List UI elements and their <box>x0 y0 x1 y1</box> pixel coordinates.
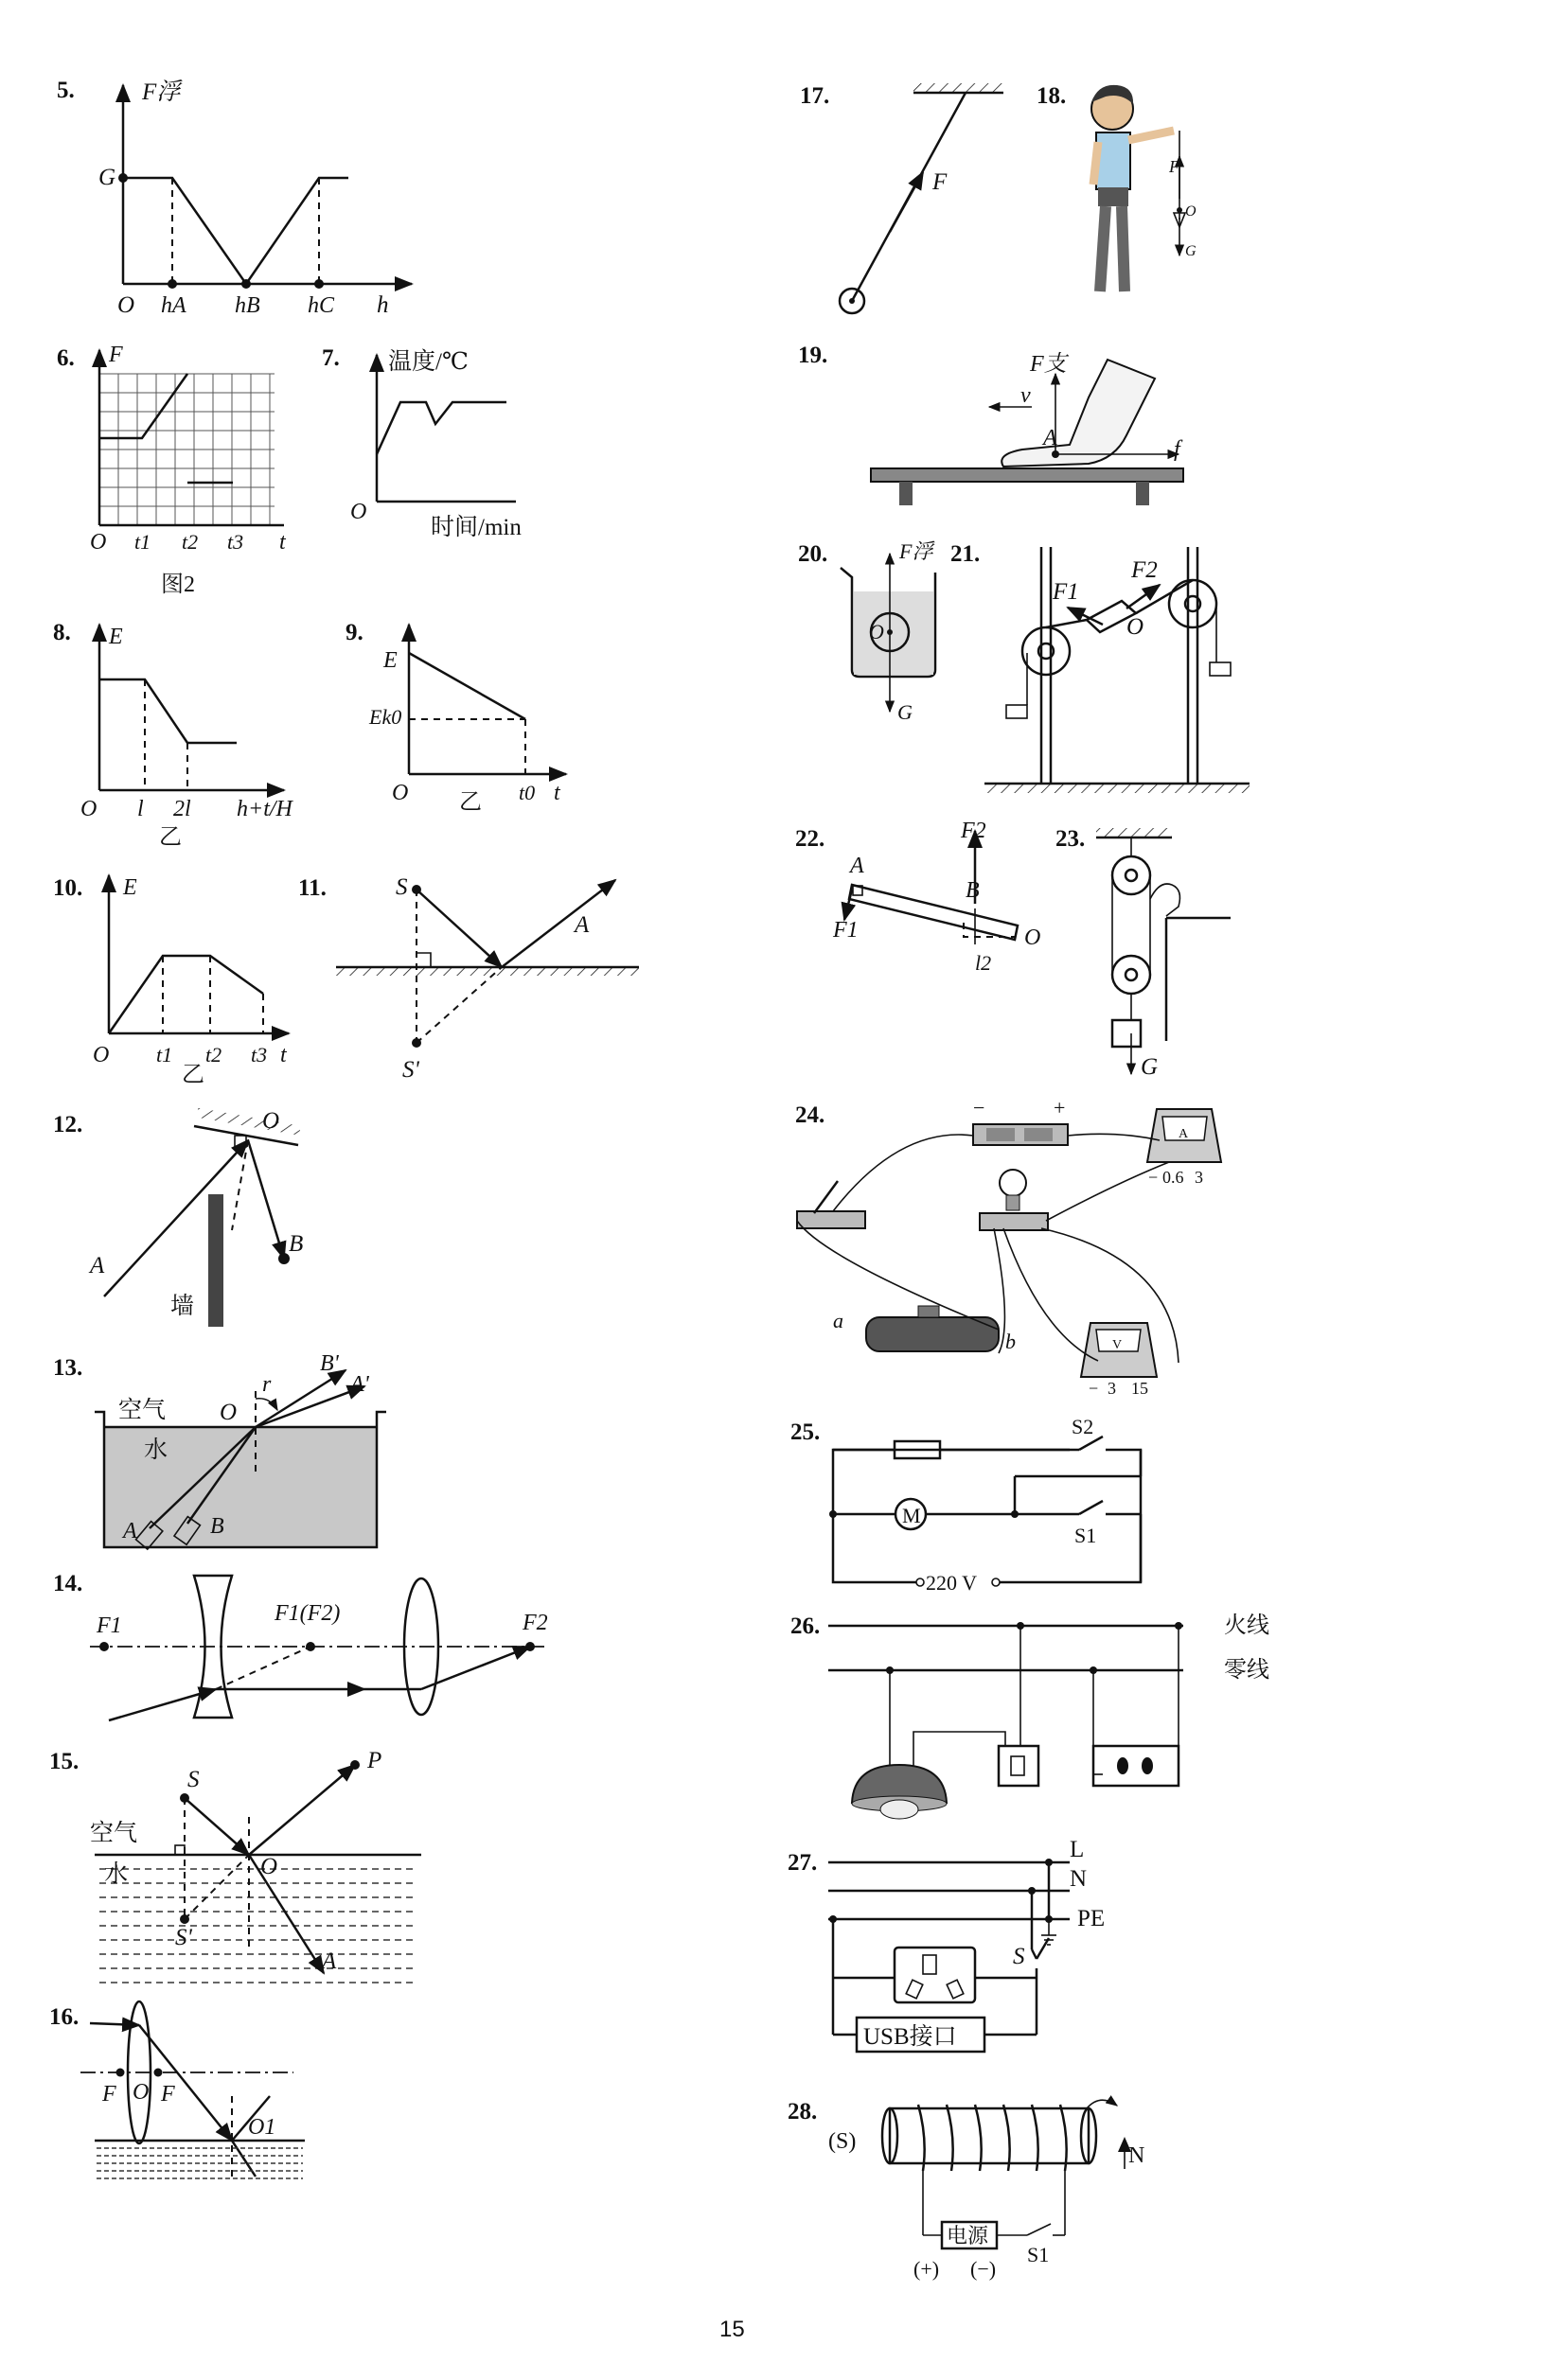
fig6-label-t: t <box>279 530 286 555</box>
figure-25 <box>829 1415 1141 1595</box>
figure-26 <box>828 1613 1269 1819</box>
fig20-label-g: G <box>897 700 913 724</box>
fig22-label-a: A <box>850 854 864 878</box>
fig24-ammeter-0-6: 0.6 <box>1162 1168 1184 1187</box>
problem-26-number: 26. <box>790 1613 821 1639</box>
problem-23-number: 23. <box>1055 826 1086 852</box>
fig24-label-battery-plus: + <box>1054 1096 1066 1119</box>
fig9-label-e: E <box>383 648 398 673</box>
fig15-label-s-image: S' <box>175 1925 192 1950</box>
fig13-label-b-prime: B' <box>320 1351 339 1376</box>
figure-8 <box>80 625 294 850</box>
problem-19-number: 19. <box>798 343 828 368</box>
fig24-label-battery-minus: − <box>973 1096 985 1119</box>
fig13-label-a-prime: A' <box>350 1372 369 1397</box>
fig24-ammeter-label: A <box>1179 1127 1189 1141</box>
fig6-label-t2: t2 <box>182 530 199 554</box>
fig11-label-s: S <box>396 874 408 900</box>
fig13-label-air: 空气 <box>118 1398 167 1423</box>
fig26-label-live-wire: 火线 <box>1224 1613 1269 1638</box>
fig8-label-axis: h+t/H <box>237 797 292 821</box>
fig16-label-f-right: F <box>161 2082 175 2107</box>
fig7-label-o: O <box>350 500 367 524</box>
problem-28-number: 28. <box>788 2099 818 2124</box>
fig27-label-usb: USB接口 <box>863 2024 957 2050</box>
fig11-label-s-image: S' <box>402 1057 419 1083</box>
fig22-label-l2: l2 <box>975 951 992 975</box>
fig28-label-n: N <box>1128 2143 1145 2168</box>
fig24-label-a: a <box>833 1309 843 1332</box>
fig5-label-ha: hA <box>161 293 186 318</box>
fig24-voltmeter-minus: − <box>1089 1379 1099 1398</box>
problem-7-number: 7. <box>322 345 340 371</box>
figure-21 <box>984 547 1250 793</box>
problem-27-number: 27. <box>788 1850 818 1876</box>
fig13-label-a: A <box>123 1519 137 1543</box>
fig12-label-a: A <box>90 1253 105 1278</box>
figure-15 <box>90 1748 421 1983</box>
fig22-label-f2: F2 <box>961 819 986 843</box>
fig21-label-f2: F2 <box>1131 557 1158 583</box>
fig25-label-s1: S1 <box>1074 1524 1097 1547</box>
problem-15-number: 15. <box>49 1749 80 1774</box>
fig28-label-minus: (−) <box>970 2257 997 2281</box>
fig13-label-r: r <box>262 1372 272 1397</box>
fig27-label-pe: PE <box>1077 1906 1106 1931</box>
fig9-label-t: t <box>554 781 560 805</box>
figure-16 <box>80 2001 305 2178</box>
fig8-caption: 乙 <box>159 825 182 850</box>
fig8-label-o: O <box>80 797 98 821</box>
fig24-ammeter-3: 3 <box>1195 1168 1203 1187</box>
problem-5-number: 5. <box>57 78 75 103</box>
figure-11 <box>336 874 639 1083</box>
fig15-label-a: A <box>322 1948 337 1974</box>
figure-14 <box>90 1576 549 1720</box>
fig10-label-t1: t1 <box>156 1043 173 1067</box>
problem-6-number: 6. <box>57 345 75 371</box>
fig18-label-g: G <box>1185 243 1197 259</box>
figure-7 <box>350 348 522 540</box>
problem-13-number: 13. <box>53 1355 83 1381</box>
problem-9-number: 9. <box>346 620 363 645</box>
fig28-label-s1: S1 <box>1027 2243 1050 2266</box>
fig15-label-air: 空气 <box>90 1821 138 1846</box>
problem-16-number: 16. <box>49 2004 80 2030</box>
fig10-label-t2: t2 <box>205 1043 222 1067</box>
fig14-label-f2: F2 <box>523 1611 548 1635</box>
fig19-label-f-support: F支 <box>1030 352 1067 377</box>
fig5-label-f-buoyancy: F浮 <box>142 79 181 105</box>
problem-11-number: 11. <box>298 875 327 901</box>
fig12-label-wall: 墙 <box>170 1294 195 1319</box>
problem-8-number: 8. <box>53 620 71 645</box>
problem-17-number: 17. <box>800 83 830 109</box>
fig28-label-plus: (+) <box>913 2257 940 2281</box>
fig27-label-n: N <box>1070 1866 1088 1892</box>
fig13-label-b: B <box>210 1514 224 1539</box>
fig7-label-time: 时间/min <box>431 515 522 540</box>
figure-17 <box>840 83 1003 313</box>
fig15-label-o: O <box>260 1854 278 1879</box>
figure-27 <box>828 1837 1105 2052</box>
fig12-label-o: O <box>262 1108 280 1134</box>
fig15-label-p: P <box>367 1748 382 1773</box>
problem-10-number: 10. <box>53 875 83 901</box>
fig14-label-f1-f2: F1(F2) <box>275 1601 341 1626</box>
fig18-label-f: F <box>1169 157 1179 176</box>
fig25-label-s2: S2 <box>1072 1415 1094 1438</box>
fig20-label-o: O <box>869 620 884 643</box>
figure-19 <box>871 351 1183 505</box>
figure-20 <box>841 539 935 724</box>
fig19-label-v: v <box>1020 383 1031 408</box>
fig8-label-e: E <box>109 625 123 649</box>
fig24-voltmeter-3: 3 <box>1108 1379 1116 1398</box>
fig8-label-l: l <box>137 797 144 821</box>
fig10-caption: 乙 <box>182 1063 204 1087</box>
fig15-label-s: S <box>187 1767 200 1792</box>
fig6-label-t1: t1 <box>134 530 151 554</box>
fig16-label-o: O <box>133 2080 150 2105</box>
fig6-label-t3: t3 <box>227 530 244 554</box>
problem-14-number: 14. <box>53 1571 83 1596</box>
figure-12 <box>88 1108 303 1327</box>
fig9-label-ek0: Ek0 <box>369 705 402 729</box>
problem-20-number: 20. <box>798 541 828 567</box>
fig10-label-t: t <box>280 1043 287 1067</box>
fig5-label-o: O <box>117 292 135 318</box>
fig13-label-o: O <box>220 1400 238 1425</box>
figure-9 <box>368 625 566 815</box>
figure-28 <box>828 2100 1144 2281</box>
problem-18-number: 18. <box>1037 83 1067 109</box>
fig6-label-f: F <box>109 343 123 367</box>
fig21-label-f1: F1 <box>1053 579 1079 605</box>
fig14-label-f1-left: F1 <box>97 1613 122 1638</box>
fig22-label-b: B <box>966 878 980 903</box>
fig24-ammeter-minus: − <box>1148 1168 1159 1187</box>
fig6-label-o: O <box>90 530 107 555</box>
fig20-label-f-buoyancy: F浮 <box>899 539 933 563</box>
fig28-label-power-source: 电源 <box>947 2224 989 2248</box>
figure-24 <box>797 1096 1221 1398</box>
fig27-label-s: S <box>1013 1944 1025 1969</box>
fig9-caption: 乙 <box>459 790 482 815</box>
fig7-label-temperature: 温度/℃ <box>388 349 469 375</box>
page-number: 15 <box>719 2317 745 2342</box>
fig16-label-o1: O1 <box>248 2115 276 2140</box>
fig24-voltmeter-15: 15 <box>1131 1379 1148 1398</box>
fig28-label-s: (S) <box>828 2129 857 2154</box>
fig13-label-water: 水 <box>144 1437 168 1463</box>
figure-5 <box>98 79 412 318</box>
fig25-motor-label: M <box>902 1504 921 1527</box>
figure-23 <box>1096 828 1231 1080</box>
fig24-voltmeter-label: V <box>1112 1338 1123 1352</box>
fig9-label-t0: t0 <box>519 781 536 804</box>
fig10-label-t3: t3 <box>251 1043 268 1067</box>
fig5-label-hc: hC <box>308 293 335 318</box>
fig15-label-water: 水 <box>104 1861 129 1887</box>
fig18-label-o: O <box>1185 203 1197 220</box>
fig11-label-a: A <box>575 912 590 938</box>
figure-18 <box>1091 85 1197 291</box>
fig27-label-l: L <box>1070 1837 1085 1862</box>
problem-21-number: 21. <box>950 541 981 567</box>
fig23-label-g: G <box>1141 1054 1159 1080</box>
fig10-label-e: E <box>123 875 137 900</box>
fig12-label-b: B <box>289 1231 304 1257</box>
fig10-label-o: O <box>93 1043 110 1067</box>
figure-13 <box>95 1351 386 1549</box>
fig22-label-o: O <box>1024 926 1041 950</box>
fig5-label-h: h <box>377 292 389 318</box>
fig16-label-f-left: F <box>102 2082 116 2107</box>
fig5-label-hb: hB <box>235 293 260 318</box>
problem-25-number: 25. <box>790 1419 821 1445</box>
fig6-caption: 图2 <box>161 573 195 597</box>
fig8-label-2l: 2l <box>173 797 191 821</box>
fig19-label-f: f <box>1174 437 1180 462</box>
figure-22 <box>832 819 1040 975</box>
figure-6 <box>90 343 287 597</box>
figure-10 <box>93 875 289 1087</box>
fig22-label-f1: F1 <box>833 918 859 943</box>
problem-24-number: 24. <box>795 1102 825 1128</box>
fig26-label-neutral-wire: 零线 <box>1224 1658 1269 1683</box>
fig5-label-g: G <box>98 165 116 190</box>
fig21-label-o: O <box>1126 614 1144 640</box>
problem-12-number: 12. <box>53 1112 83 1137</box>
fig17-label-f: F <box>932 169 948 195</box>
fig19-label-a: A <box>1043 426 1057 450</box>
fig25-label-voltage: 220 V <box>926 1571 977 1595</box>
fig9-label-o: O <box>392 781 409 805</box>
fig24-label-b: b <box>1005 1330 1016 1353</box>
problem-22-number: 22. <box>795 826 825 852</box>
